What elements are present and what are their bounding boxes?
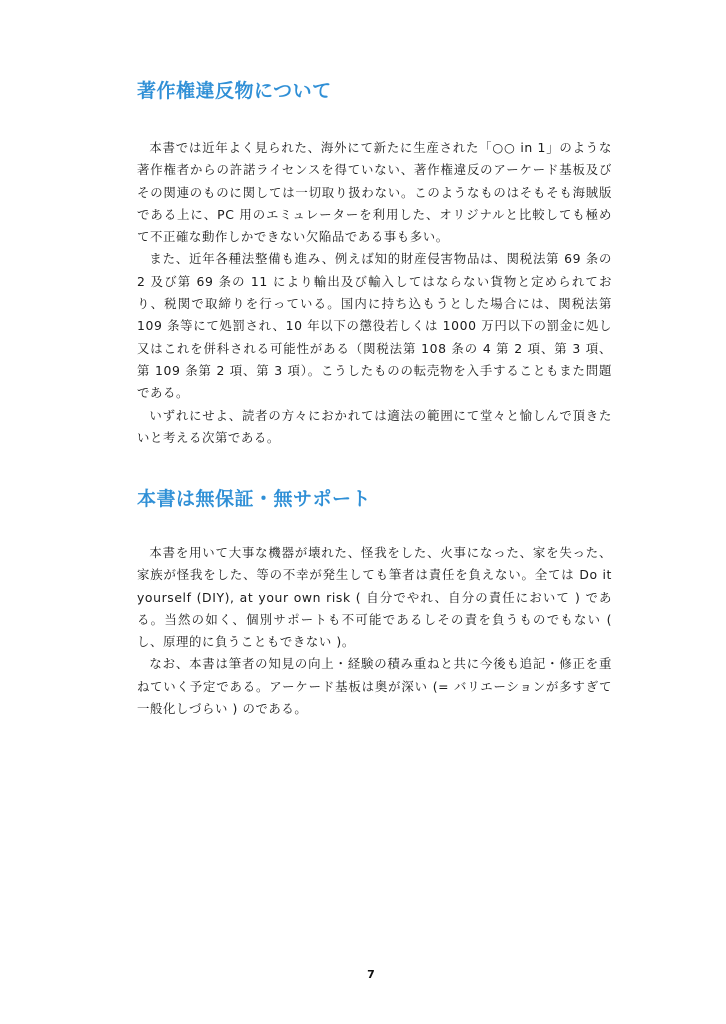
paragraph: 本書を用いて大事な機器が壊れた、怪我をした、火事になった、家を失った、家族が怪我をした、等の不幸が発生しても筆者は責任を負えない。全ては Do it yourself (DIY), at your own risk ( 自分でやれ、自分の責任において ) である。当然の如く、個別サポートも不可能であるしその責を負うものでもない ( し、原理的に負うこともできない )。	[137, 545, 612, 650]
section-body	[137, 542, 612, 720]
paragraph: また、近年各種法整備も進み、例えば知的財産侵害物品は、関税法第 69 条の 2 及び第 69 条の 11 により輸出及び輸入してはならない貨物と定められており、税関で取締りを行っている。国内に持ち込もうとした場合には、関税法第 109 条等にて処罰され、10 年以下の懲役若しくは 1000 万円以下の罰金に処し又はこれを併科される可能性がある（関税法第 108 条の 4 第 2 項、第 3 項、第 109 条第 2 項、第 3 項）。こうしたものの転売物を入手することもまた問題である。	[137, 251, 612, 401]
section-heading: 著作権違反物について	[137, 80, 332, 102]
section-body	[137, 137, 612, 449]
section-copyright-violations	[137, 78, 612, 449]
paragraph: なお、本書は筆者の知見の向上・経験の積み重ねと共に今後も追記・修正を重ねていく予定である。アーケード基板は奥が深い (= バリエーションが多すぎて一般化しづらい ) のである。	[137, 656, 612, 717]
paragraph: いずれにせよ、読者の方々におかれては適法の範囲にて堂々と愉しんで頂きたいと考える次第である。	[137, 407, 612, 445]
page-number: 7	[367, 968, 375, 981]
section-no-warranty	[137, 486, 612, 720]
paragraph: 本書では近年よく見られた、海外にて新たに生産された「○○ in 1」のような著作権者からの許諾ライセンスを得ていない、著作権違反のアーケード基板及びその関連のものに関しては一切取り扱わない。このようなものはそもそも海賊版である上に、PC 用のエミュレーターを利用した、オリジナルと比較しても極めて不正確な動作しかできない欠陥品である事も多い。	[137, 140, 612, 245]
section-heading: 本書は無保証・無サポート	[137, 488, 372, 510]
